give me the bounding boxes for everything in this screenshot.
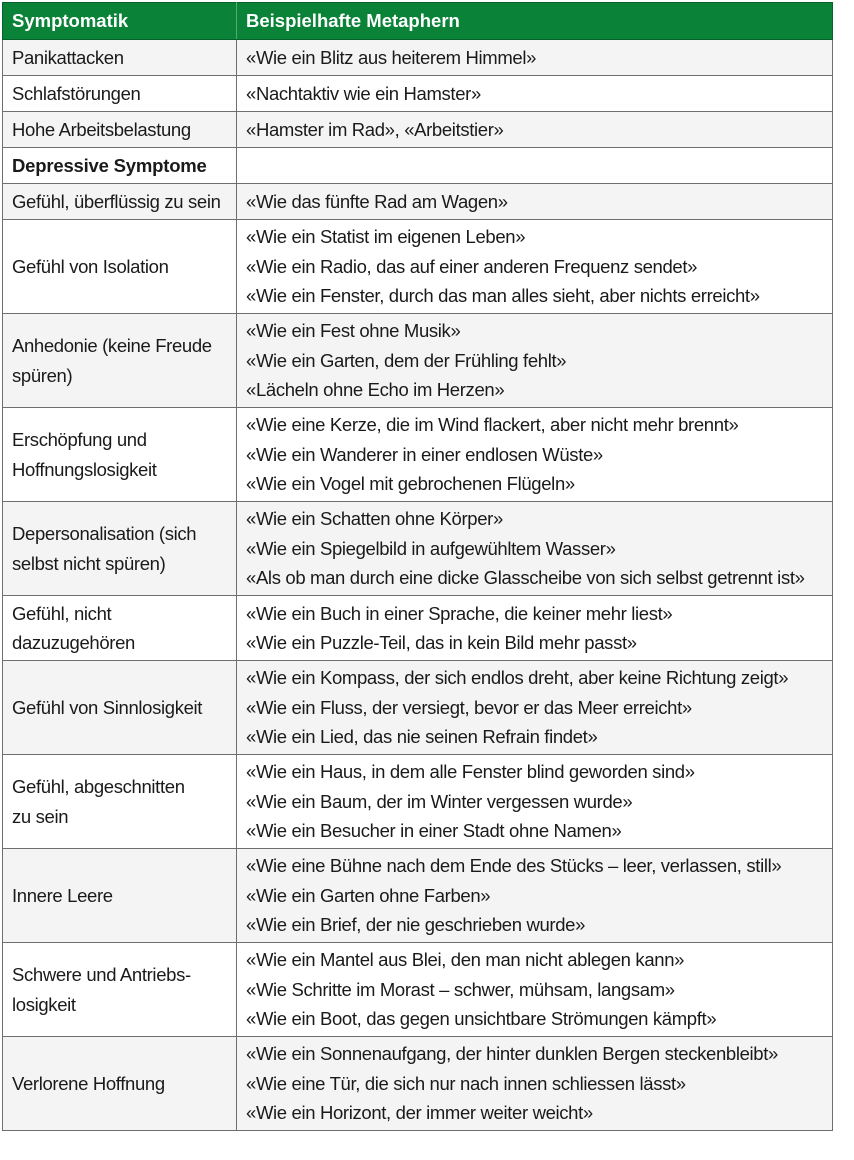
symptom-text: Verlorene Hoffnung xyxy=(12,1072,165,1094)
table-row xyxy=(3,1037,833,1131)
symptom-text: Schwere und Antriebs- xyxy=(12,964,191,985)
metaphors-cell xyxy=(237,76,833,112)
symptom-cell xyxy=(3,76,237,112)
symptom-text: Erschöpfung und xyxy=(12,429,147,450)
metaphors-cell xyxy=(237,220,833,314)
metaphor-text: «Wie Schritte im Morast – schwer, mühsam, langsam» xyxy=(246,978,675,1000)
metaphor-text: «Wie ein Schatten ohne Körper» xyxy=(246,508,503,530)
metaphor-text: «Wie eine Kerze, die im Wind flackert, aber nicht mehr brennt» xyxy=(246,414,739,436)
symptom-cell xyxy=(3,943,237,1037)
metaphor-text: «Wie ein Besucher in einer Stadt ohne Namen» xyxy=(246,820,622,842)
symptom-cell xyxy=(3,755,237,849)
symptom-text: Gefühl von Isolation xyxy=(12,255,169,277)
symptom-text: spüren) xyxy=(12,364,73,386)
symptom-text: Innere Leere xyxy=(12,884,113,906)
symptom-text: Anhedonie (keine Freude xyxy=(12,335,212,356)
metaphors-cell xyxy=(237,849,833,943)
section-heading-cell xyxy=(3,148,237,184)
metaphors-cell xyxy=(237,943,833,1037)
symptom-cell xyxy=(3,112,237,148)
table-row xyxy=(3,314,833,408)
metaphor-text: «Wie eine Tür, die sich nur nach innen schliessen lässt» xyxy=(246,1072,686,1094)
symptom-text: Hohe Arbeitsbelastung xyxy=(12,118,191,140)
table-row xyxy=(3,502,833,596)
table-row xyxy=(3,849,833,943)
metaphor-text: «Wie ein Fenster, durch das man alles sieht, aber nichts erreicht» xyxy=(246,285,760,307)
metaphor-text: «Wie ein Statist im eigenen Leben» xyxy=(246,226,526,248)
symptom-cell xyxy=(3,596,237,661)
symptom-text: Schlafstörungen xyxy=(12,82,141,104)
table-row xyxy=(3,112,833,148)
metaphor-text: «Wie ein Horizont, der immer weiter weicht» xyxy=(246,1102,593,1124)
table-row xyxy=(3,220,833,314)
metaphor-text: «Wie ein Kompass, der sich endlos dreht, aber keine Richtung zeigt» xyxy=(246,667,789,689)
metaphor-text: «Nachtaktiv wie ein Hamster» xyxy=(246,82,481,104)
metaphor-text: «Wie ein Wanderer in einer endlosen Wüste» xyxy=(246,443,603,465)
symptom-text: selbst nicht spüren) xyxy=(12,552,166,574)
table-row xyxy=(3,40,833,76)
metaphor-text: «Wie ein Buch in einer Sprache, die keiner mehr liest» xyxy=(246,602,673,624)
metaphor-text: «Wie ein Spiegelbild in aufgewühltem Wasser» xyxy=(246,537,616,559)
metaphor-text: «Wie ein Mantel aus Blei, den man nicht ablegen kann» xyxy=(246,949,685,971)
symptom-text: dazuzugehören xyxy=(12,632,135,653)
metaphor-text: «Wie ein Baum, der im Winter vergessen wurde» xyxy=(246,790,633,812)
metaphor-text: «Wie eine Bühne nach dem Ende des Stücks – leer, verlassen, still» xyxy=(246,855,782,877)
table-header-row xyxy=(3,3,833,40)
symptom-text: losigkeit xyxy=(12,993,76,1015)
table-row xyxy=(3,76,833,112)
metaphor-text: «Wie ein Vogel mit gebrochenen Flügeln» xyxy=(246,473,575,495)
metaphors-cell xyxy=(237,502,833,596)
symptom-text: Gefühl von Sinnlosigkeit xyxy=(12,696,203,718)
section-heading: Depressive Symptome xyxy=(12,154,207,176)
table-row xyxy=(3,596,833,661)
symptom-cell xyxy=(3,184,237,220)
metaphors-cell xyxy=(237,408,833,502)
table-row xyxy=(3,661,833,755)
metaphor-text: «Wie ein Boot, das gegen unsichtbare Strömungen kämpft» xyxy=(246,1008,717,1030)
metaphor-text: «Wie ein Puzzle-Teil, das in kein Bild mehr passt» xyxy=(246,632,637,653)
metaphor-text: «Hamster im Rad», «Arbeitstier» xyxy=(246,118,504,140)
table-row xyxy=(3,408,833,502)
symptom-cell xyxy=(3,1037,237,1131)
metaphor-text: «Wie ein Garten ohne Farben» xyxy=(246,884,491,906)
metaphor-text: «Wie ein Radio, das auf einer anderen Frequenz sendet» xyxy=(246,255,698,277)
symptom-text: Hoffnungslosigkeit xyxy=(12,458,157,480)
symptom-text: Gefühl, abgeschnitten xyxy=(12,776,185,797)
metaphors-cell xyxy=(237,755,833,849)
symptom-text: Depersonalisation (sich xyxy=(12,523,197,544)
metaphor-text: «Wie ein Fest ohne Musik» xyxy=(246,320,461,342)
metaphor-text: «Wie ein Fluss, der versiegt, bevor er das Meer erreicht» xyxy=(246,696,692,718)
metaphors-cell xyxy=(237,112,833,148)
symptom-cell xyxy=(3,502,237,596)
metaphor-text: «Wie ein Blitz aus heiterem Himmel» xyxy=(246,46,537,68)
table-row xyxy=(3,184,833,220)
table-row xyxy=(3,943,833,1037)
metaphor-text: «Wie ein Lied, das nie seinen Refrain findet» xyxy=(246,726,598,748)
table-body xyxy=(3,40,833,1131)
metaphor-text: «Lächeln ohne Echo im Herzen» xyxy=(246,379,505,401)
symptom-cell xyxy=(3,220,237,314)
symptom-cell xyxy=(3,314,237,408)
symptom-cell xyxy=(3,849,237,943)
metaphors-cell xyxy=(237,314,833,408)
metaphor-text: «Wie ein Brief, der nie geschrieben wurde» xyxy=(246,914,586,936)
symptom-text: Gefühl, nicht xyxy=(12,602,112,624)
metaphors-cell xyxy=(237,40,833,76)
section-row xyxy=(3,148,833,184)
metaphors-cell xyxy=(237,661,833,755)
metaphor-text: «Wie ein Garten, dem der Frühling fehlt» xyxy=(246,349,567,371)
symptom-text: zu sein xyxy=(12,805,69,827)
metaphors-cell xyxy=(237,184,833,220)
metaphor-table xyxy=(2,2,833,1131)
symptom-text: Panikattacken xyxy=(12,46,124,68)
table-row xyxy=(3,755,833,849)
metaphor-text: «Wie das fünfte Rad am Wagen» xyxy=(246,190,508,212)
metaphor-text: «Wie ein Haus, in dem alle Fenster blind geworden sind» xyxy=(246,761,695,783)
metaphor-text: «Wie ein Sonnenaufgang, der hinter dunklen Bergen steckenbleibt» xyxy=(246,1043,778,1065)
column-header-symptomatik: Symptomatik xyxy=(3,3,237,40)
metaphors-cell xyxy=(237,1037,833,1131)
symptom-text: Gefühl, überflüssig zu sein xyxy=(12,190,221,212)
metaphors-cell xyxy=(237,596,833,661)
symptom-cell xyxy=(3,661,237,755)
metaphors-cell xyxy=(237,148,833,184)
symptom-cell xyxy=(3,40,237,76)
metaphor-text: «Als ob man durch eine dicke Glasscheibe von sich selbst getrennt ist» xyxy=(246,567,805,589)
column-header-metaphern: Beispielhafte Metaphern xyxy=(237,3,833,40)
symptom-cell xyxy=(3,408,237,502)
